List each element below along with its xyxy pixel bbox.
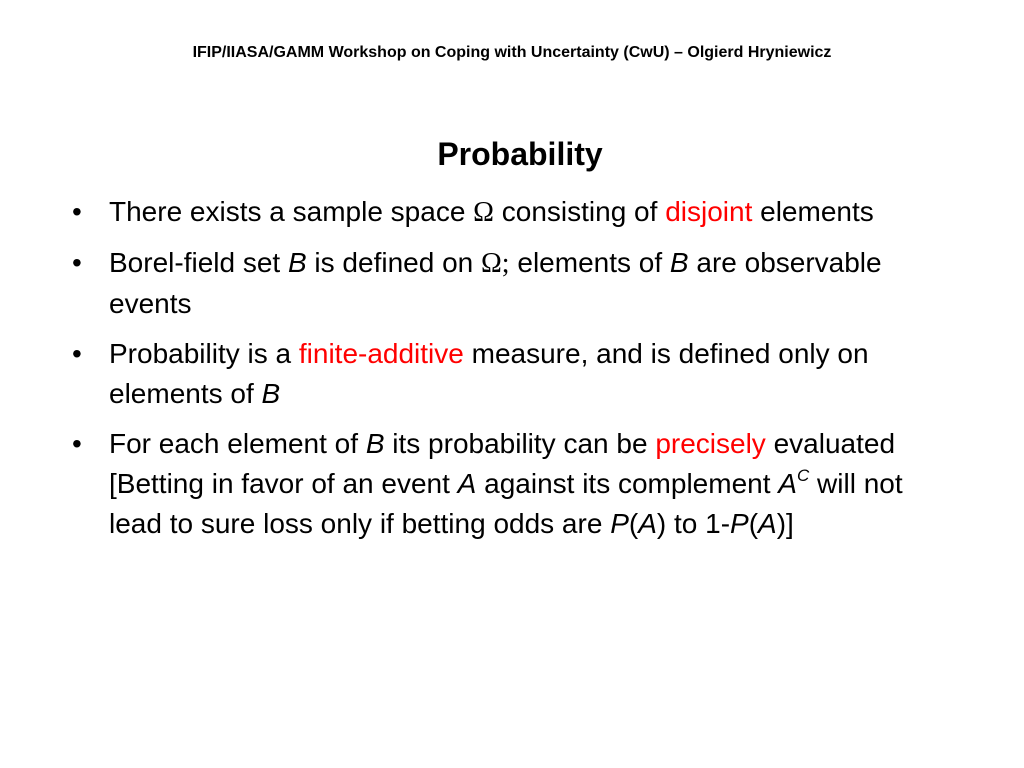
bullet-dot-icon: •	[72, 247, 82, 278]
bullet-text: will not lead to sure loss only if betting odds are	[109, 468, 903, 539]
bullet-text: ) to 1-	[656, 508, 731, 539]
bullet-text: are observable events	[109, 247, 882, 319]
highlighted-term: disjoint	[665, 196, 753, 227]
bullet-text: )]	[776, 508, 794, 539]
slide-title: Probability	[437, 136, 603, 172]
bullet-text: (	[628, 508, 639, 539]
bullet-text: consisting of	[493, 196, 666, 227]
bullet-text: its probability can be	[384, 428, 656, 459]
bullet-text: P	[730, 508, 749, 539]
bullet-item	[72, 424, 952, 544]
bullet-item	[72, 243, 952, 324]
bullet-text: Ω	[473, 197, 494, 228]
bullet-text: is defined on	[306, 247, 481, 278]
slide-header: IFIP/IIASA/GAMM Workshop on Coping with Uncertainty (CwU) – Olgierd Hryniewicz	[192, 44, 832, 61]
bullet-text: evaluated [Betting in favor of an event	[109, 428, 896, 499]
bullet-text: elements of	[509, 247, 670, 278]
bullet-text: A	[778, 468, 797, 499]
bullet-text: B	[261, 378, 281, 409]
bullet-item	[72, 192, 952, 233]
bullet-text: P	[610, 508, 629, 539]
bullet-text: against its complement	[476, 468, 779, 499]
bullet-text: Probability is a	[109, 338, 299, 369]
bullet-text: Borel-field set	[109, 247, 288, 278]
highlighted-term: finite-additive	[298, 338, 464, 369]
bullet-text: B	[669, 247, 689, 278]
bullet-item	[72, 334, 952, 414]
bullet-list	[72, 192, 952, 554]
bullet-text: B	[287, 247, 307, 278]
bullet-dot-icon: •	[72, 428, 82, 459]
bullet-text: Ω;	[481, 248, 510, 279]
bullet-text: measure, and is defined only on elements of	[109, 338, 869, 409]
bullet-text: elements	[752, 196, 874, 227]
bullet-text: A	[638, 508, 657, 539]
bullet-text: A	[457, 468, 477, 499]
bullet-text: B	[365, 428, 385, 459]
bullet-text: There exists a sample space	[109, 196, 474, 227]
bullet-text: A	[758, 508, 777, 539]
bullet-text: For each element of	[109, 428, 366, 459]
highlighted-term: precisely	[655, 428, 766, 459]
bullet-text: C	[796, 466, 810, 485]
bullet-text: (	[748, 508, 759, 539]
bullet-dot-icon: •	[72, 338, 82, 369]
bullet-dot-icon: •	[72, 196, 82, 227]
